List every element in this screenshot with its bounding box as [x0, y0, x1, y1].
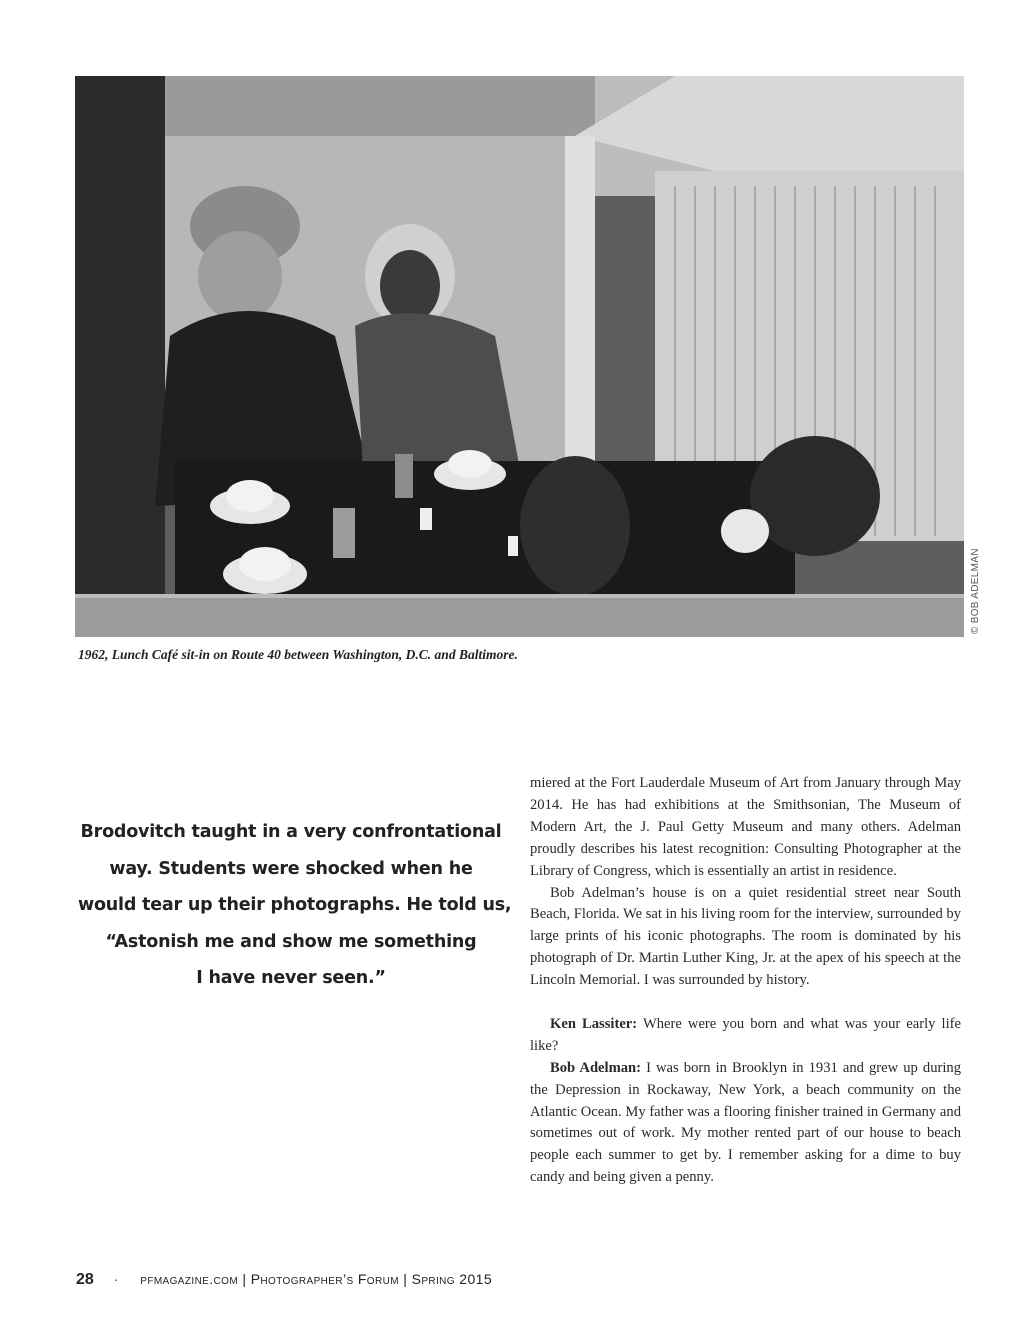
interview-answer [530, 1058, 961, 1189]
pull-quote-line: I have never seen.” [196, 968, 386, 988]
answer-text: I was born in Brooklyn in 1931 and grew up during the Depression in Rockaway, New York, a beach community on the Atlantic Ocean. My father was a flooring finisher trained in Germany and sometimes out of work. My mother rented part of our house to beach people each summer to get by. I remember asking for a dime to buy candy and being given a penny. [530, 1059, 962, 1186]
sit-in-photograph [75, 76, 964, 637]
pull-quote-line: Brodovitch taught in a very confrontational [80, 822, 502, 842]
pull-quote [78, 814, 512, 997]
photograph-illustration [75, 76, 964, 637]
photo-credit: © BOB ADELMAN [970, 548, 981, 634]
question-text: Where were you born and what was your early life like? [530, 1015, 961, 1054]
footer-separator: · [113, 1271, 119, 1287]
pull-quote-line: would tear up their photographs. He told us, [78, 895, 512, 915]
pull-quote-line: way. Students were shocked when he [109, 858, 473, 879]
article-column [530, 773, 961, 1189]
page-footer [76, 1271, 776, 1289]
footer-text: pfmagazine.com | Photographer’s Forum | Spring 2015 [140, 1271, 493, 1287]
interview-question [530, 1014, 961, 1058]
pull-quote-line: “Astonish me and show me something [105, 931, 477, 952]
article-paragraph: Bob Adelman’s house is on a quiet residential street near South Beach, Florida. We sat in his living room for the interview, surrounded by large prints of his iconic photographs. The room is dominated by his photograph of Dr. Martin Luther King, Jr. at the apex of his speech at the Lincoln Memorial. I was surrounded by history. [530, 884, 961, 989]
speaker-name: Ken Lassiter: [550, 1015, 638, 1032]
photo-caption: 1962, Lunch Café sit-in on Route 40 between Washington, D.C. and Baltimore. [78, 647, 518, 662]
page-number: 28 [76, 1271, 94, 1288]
speaker-name: Bob Adelman: [550, 1059, 642, 1076]
article-paragraph: miered at the Fort Lauderdale Museum of Art from January through May 2014. He has had exhibitions at the Smithsonian, The Museum of Modern Art, the J. Paul Getty Museum and many others. Adelman proudly describes his latest recognition: Consulting Photographer at the Library of Congress, which is essentially an artist in residence. [530, 775, 961, 879]
